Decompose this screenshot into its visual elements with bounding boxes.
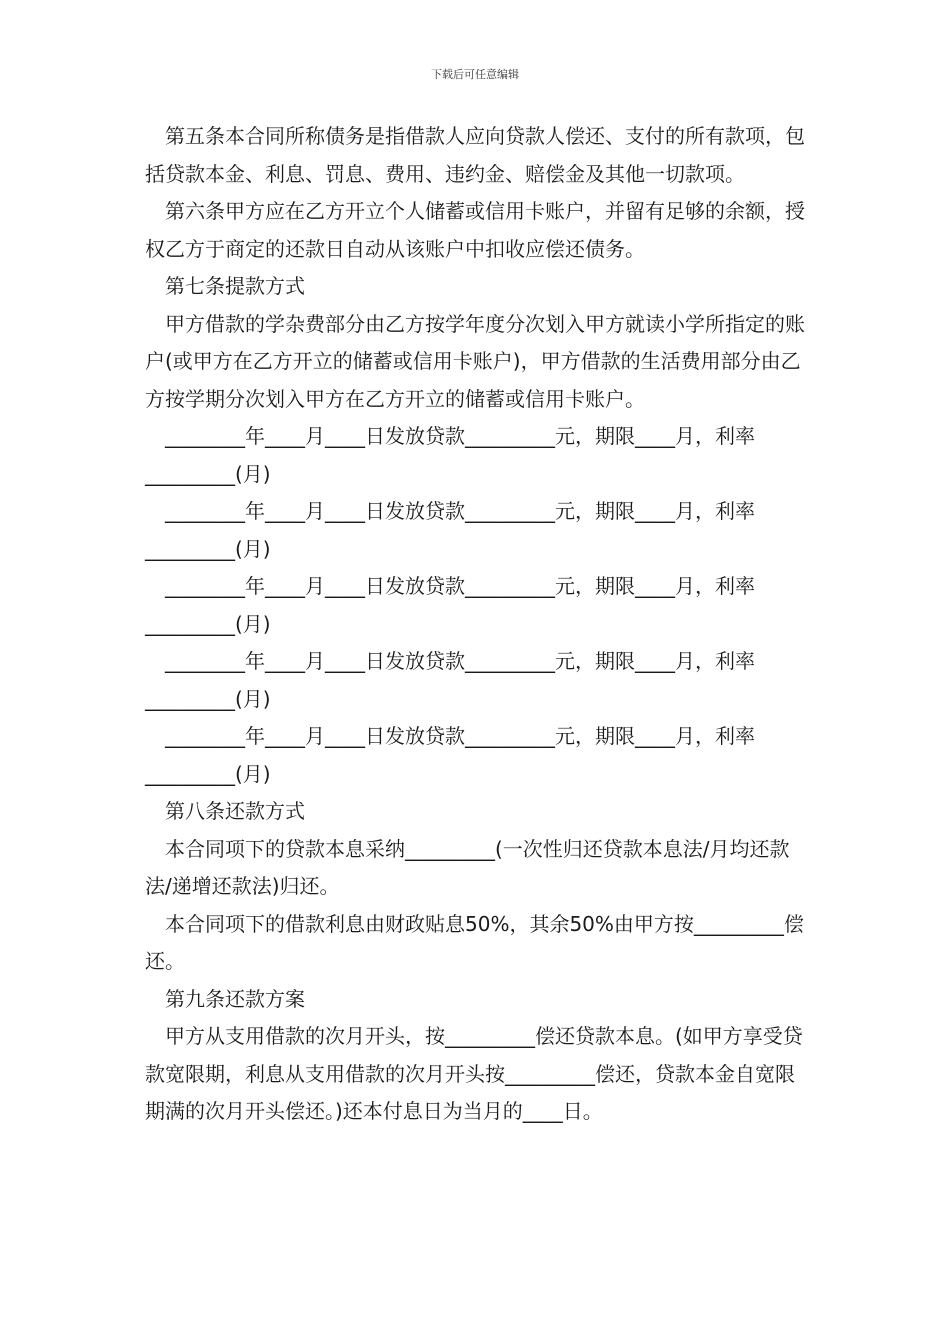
loan-disbursement-line: ________年____月____日发放贷款_________元，期限____月，利率_________(月) — [145, 574, 755, 636]
article-9-heading: 第九条还款方案 — [165, 986, 305, 1011]
page-header: 下载后可任意编辑 — [431, 68, 519, 81]
article-7-paragraph: 甲方借款的学杂费部分由乙方按学年度分次划入甲方就读小学所指定的账户(或甲方在乙方开立的储蓄或信用卡账户)，甲方借款的生活费用部分由乙方按学期分次划入甲方在乙方开立的储蓄或信用卡账户。 — [145, 311, 805, 411]
article-7-heading: 第七条提款方式 — [165, 274, 305, 298]
loan-disbursement-line: ________年____月____日发放贷款_________元，期限____月，利率_________(月) — [145, 649, 755, 711]
document-body — [145, 118, 810, 1131]
loan-disbursement-line: ________年____月____日发放贷款_________元，期限____月，利率_________(月) — [145, 499, 755, 561]
article-5-paragraph: 第五条本合同所称债务是指借款人应向贷款人偿还、支付的所有款项，包括贷款本金、利息、罚息、费用、违约金、赔偿金及其他一切款项。 — [145, 124, 805, 186]
loan-disbursement-line: ________年____月____日发放贷款_________元，期限____月，利率_________(月) — [145, 724, 755, 786]
article-9-paragraph: 甲方从支用借款的次月开头，按_________偿还贷款本息。(如甲方享受贷款宽限期，利息从支用借款的次月开头按_________偿还，贷款本金自宽限期满的次月开头偿还。)还本付息日为当月的____日。 — [145, 1024, 803, 1123]
article-8-paragraph-1: 本合同项下的贷款本息采纳_________(一次性归还贷款本息法/月均还款法/递增还款法)归还。 — [145, 836, 790, 898]
article-6-paragraph: 第六条甲方应在乙方开立个人储蓄或信用卡账户，并留有足够的余额，授权乙方于商定的还款日自动从该账户中扣收应偿还债务。 — [145, 199, 805, 261]
article-8-heading: 第八条还款方式 — [165, 799, 305, 823]
article-8-paragraph-2: 本合同项下的借款利息由财政贴息50%，其余50%由甲方按_________偿还。 — [145, 911, 804, 973]
loan-disbursement-line: ________年____月____日发放贷款_________元，期限____月，利率_________(月) — [145, 424, 755, 486]
